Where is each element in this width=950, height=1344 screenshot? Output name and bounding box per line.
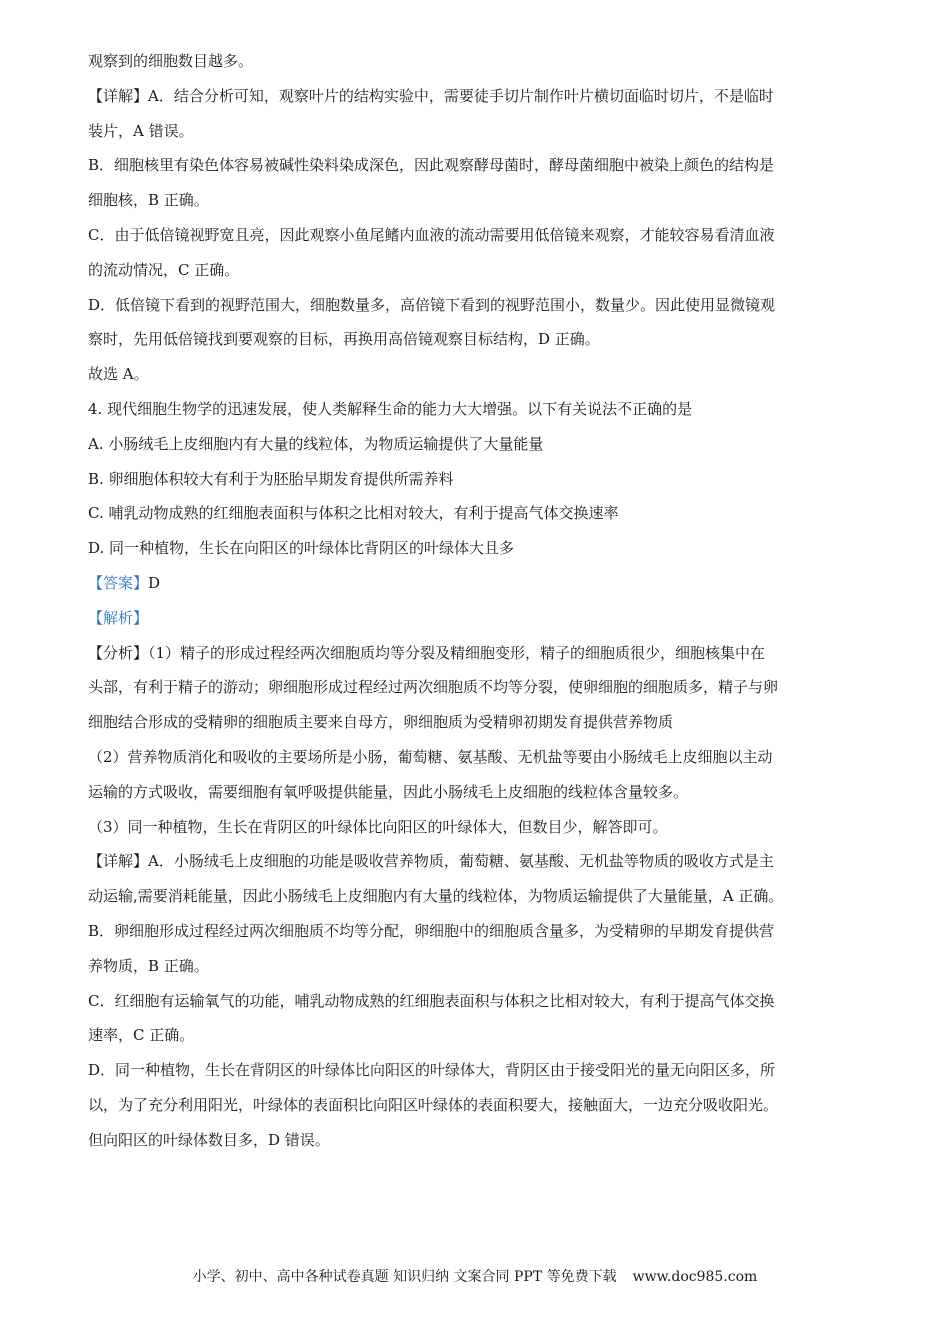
analysis-tag: 【解析】	[88, 608, 149, 627]
text-line: 装片，A 错误。	[88, 121, 194, 140]
text-line: 的流动情况，C 正确。	[88, 260, 240, 279]
text-line: （3）同一种植物，生长在背阴区的叶绿体比向阳区的叶绿体大，但数目少，解答即可。	[88, 817, 668, 836]
footer-text: 小学、初中、高中各种试卷真题 知识归纳 文案合同 PPT 等免费下载	[192, 1269, 617, 1285]
text-line: 故选 A。	[88, 365, 149, 384]
text-line: 细胞结合形成的受精卵的细胞质主要来自母方，卵细胞质为受精卵初期发育提供营养物质	[88, 713, 674, 732]
text-line: 【详解】A．结合分析可知，观察叶片的结构实验中，需要徒手切片制作叶片横切面临时切片，不是临时	[88, 86, 774, 105]
text-line: 运输的方式吸收，需要细胞有氧呼吸提供能量，因此小肠绒毛上皮细胞的线粒体含量较多。	[88, 782, 689, 801]
text-line: 动运输,需要消耗能量，因此小肠绒毛上皮细胞内有大量的线粒体，为物质运输提供了大量能量，A 正确。	[88, 887, 784, 906]
text-line: 察时，先用低倍镜找到要观察的目标，再换用高倍镜观察目标结构，D 正确。	[88, 330, 600, 349]
text-line: D．同一种植物，生长在背阴区的叶绿体比向阳区的叶绿体大，背阴区由于接受阳光的量无向阳区多，所	[88, 1061, 776, 1080]
text-line: （2）营养物质消化和吸收的主要场所是小肠，葡萄糖、氨基酸、无机盐等要由小肠绒毛上皮细胞以主动	[88, 747, 773, 766]
text-line: 【详解】A．小肠绒毛上皮细胞的功能是吸收营养物质，葡萄糖、氨基酸、无机盐等物质的吸收方式是主	[88, 852, 774, 871]
text-line: 细胞核，B 正确。	[88, 191, 209, 210]
text-line: 但向阳区的叶绿体数目多，D 错误。	[88, 1130, 330, 1149]
document-body	[88, 44, 864, 1158]
footer-url[interactable]: www.doc985.com	[632, 1269, 758, 1285]
answer-tag: 【答案】	[88, 573, 149, 592]
text-line: 观察到的细胞数目越多。	[88, 52, 254, 70]
text-line: D．低倍镜下看到的视野范围大，细胞数量多，高倍镜下看到的视野范围小，数量少。因此使用显微镜观	[88, 295, 776, 314]
text-line: 速率，C 正确。	[88, 1026, 195, 1045]
text-line: 养物质，B 正确。	[88, 956, 209, 975]
option-b: B. 卵细胞体积较大有利于为胚胎早期发育提供所需养料	[88, 469, 454, 488]
option-d: D. 同一种植物，生长在向阳区的叶绿体比背阴区的叶绿体大且多	[88, 539, 515, 558]
option-a: A. 小肠绒毛上皮细胞内有大量的线粒体，为物质运输提供了大量能量	[88, 434, 544, 453]
page-footer	[0, 1266, 950, 1286]
text-line: B．细胞核里有染色体容易被碱性染料染成深色，因此观察酵母菌时，酵母菌细胞中被染上颜色的结构是	[88, 156, 775, 175]
text-line: 【分析】（1）精子的形成过程经两次细胞质均等分裂及精细胞变形，精子的细胞质很少，细胞核集中在	[88, 643, 766, 662]
text-line: B．卵细胞形成过程经过两次细胞质不均等分配，卵细胞中的细胞质含量多，为受精卵的早期发育提供营	[88, 921, 775, 940]
answer-value: D	[148, 573, 161, 592]
answer-line	[88, 566, 864, 601]
question-stem: 4. 现代细胞生物学的迅速发展，使人类解释生命的能力大大增强。以下有关说法不正确的是	[88, 399, 693, 418]
text-line: 头部，有利于精子的游动；卵细胞形成过程经过两次细胞质不均等分裂，使卵细胞的细胞质多，精子与卵	[88, 678, 779, 697]
text-line: C．红细胞有运输氧气的功能，哺乳动物成熟的红细胞表面积与体积之比相对较大，有利于提高气体交换	[88, 991, 775, 1010]
text-line: C．由于低倍镜视野宽且亮，因此观察小鱼尾鳍内血液的流动需要用低倍镜来观察，才能较容易看清血液	[88, 225, 775, 244]
option-c: C. 哺乳动物成熟的红细胞表面积与体积之比相对较大，有利于提高气体交换速率	[88, 504, 619, 523]
text-line: 以，为了充分利用阳光，叶绿体的表面积比向阳区叶绿体的表面积要大，接触面大，一边充分吸收阳光。	[88, 1095, 779, 1114]
